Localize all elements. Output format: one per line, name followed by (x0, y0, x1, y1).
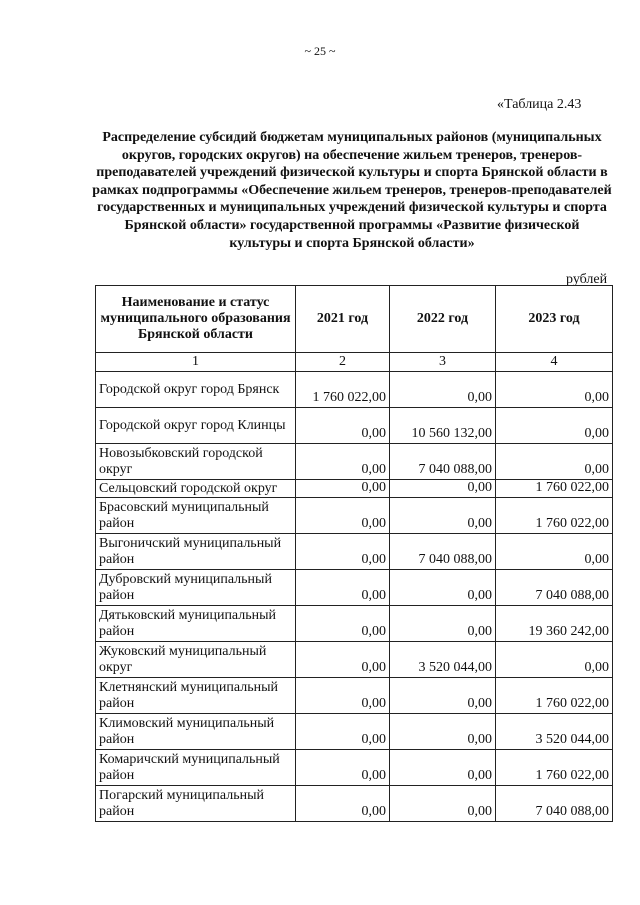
value-2021: 1 760 022,00 (296, 372, 390, 408)
table-row (96, 606, 613, 642)
value-2023: 7 040 088,00 (496, 570, 613, 606)
table-row (96, 570, 613, 606)
table-row (96, 678, 613, 714)
header-row (96, 286, 613, 353)
value-2022: 3 520 044,00 (390, 642, 496, 678)
table-row (96, 444, 613, 480)
value-2021: 0,00 (296, 678, 390, 714)
table-row (96, 498, 613, 534)
header-municipality: Наименование и статус муниципального образования Брянской области (96, 286, 296, 353)
column-index: 2 (296, 353, 390, 372)
value-2021: 0,00 (296, 786, 390, 822)
value-2023: 19 360 242,00 (496, 606, 613, 642)
value-2021: 0,00 (296, 750, 390, 786)
municipality-name: Жуковский муниципальный округ (96, 642, 296, 678)
table-row (96, 408, 613, 444)
header-2023: 2023 год (496, 286, 613, 353)
header-2021: 2021 год (296, 286, 390, 353)
value-2022: 0,00 (390, 606, 496, 642)
value-2021: 0,00 (296, 498, 390, 534)
value-2021: 0,00 (296, 642, 390, 678)
value-2023: 0,00 (496, 372, 613, 408)
value-2022: 0,00 (390, 750, 496, 786)
value-2022: 0,00 (390, 498, 496, 534)
value-2021: 0,00 (296, 408, 390, 444)
municipality-name: Дубровский муниципальный район (96, 570, 296, 606)
value-2023: 1 760 022,00 (496, 480, 613, 498)
table-row (96, 750, 613, 786)
column-index: 1 (96, 353, 296, 372)
document-title: Распределение субсидий бюджетам муниципальных районов (муниципальных округов, городских округов) на обеспечение жильем тренеров, тренеров-преподавателей учреждений физической культуры и спорта Брянской области в рамках подпрограммы «Обеспечение жильем тренеров, тренеров-преподавателей государственных и муниципальных учреждений физической культуры и спорта Брянской области» государственной программы «Развитие физической культуры и спорта Брянской области» (92, 130, 612, 251)
municipality-name: Выгоничский муниципальный район (96, 534, 296, 570)
value-2021: 0,00 (296, 570, 390, 606)
table-row (96, 786, 613, 822)
table-row (96, 534, 613, 570)
subsidy-table (95, 285, 613, 822)
value-2021: 0,00 (296, 444, 390, 480)
value-2021: 0,00 (296, 606, 390, 642)
value-2022: 7 040 088,00 (390, 534, 496, 570)
table-caption: «Таблица 2.43 (497, 97, 582, 112)
municipality-name: Комаричский муниципальный район (96, 750, 296, 786)
municipality-name: Клетнянский муниципальный район (96, 678, 296, 714)
value-2023: 3 520 044,00 (496, 714, 613, 750)
municipality-name: Сельцовский городской округ (96, 480, 296, 498)
value-2021: 0,00 (296, 534, 390, 570)
municipality-name: Новозыбковский городской округ (96, 444, 296, 480)
value-2022: 0,00 (390, 678, 496, 714)
value-2022: 10 560 132,00 (390, 408, 496, 444)
value-2023: 0,00 (496, 408, 613, 444)
value-2022: 0,00 (390, 480, 496, 498)
column-index: 3 (390, 353, 496, 372)
municipality-name: Городской округ город Брянск (96, 372, 296, 408)
municipality-name: Городской округ город Клинцы (96, 408, 296, 444)
table-row (96, 480, 613, 498)
value-2021: 0,00 (296, 480, 390, 498)
value-2023: 0,00 (496, 444, 613, 480)
value-2023: 1 760 022,00 (496, 678, 613, 714)
value-2023: 7 040 088,00 (496, 786, 613, 822)
municipality-name: Брасовский муниципальный район (96, 498, 296, 534)
column-index-row (96, 353, 613, 372)
value-2022: 0,00 (390, 714, 496, 750)
value-2023: 0,00 (496, 534, 613, 570)
page-number: ~ 25 ~ (304, 44, 336, 58)
table-row (96, 714, 613, 750)
value-2023: 1 760 022,00 (496, 498, 613, 534)
value-2023: 0,00 (496, 642, 613, 678)
municipality-name: Дятьковский муниципальный район (96, 606, 296, 642)
municipality-name: Климовский муниципальный район (96, 714, 296, 750)
value-2022: 7 040 088,00 (390, 444, 496, 480)
value-2023: 1 760 022,00 (496, 750, 613, 786)
value-2022: 0,00 (390, 570, 496, 606)
municipality-name: Погарский муниципальный район (96, 786, 296, 822)
table-row (96, 372, 613, 408)
units-label: рублей (566, 272, 608, 287)
column-index: 4 (496, 353, 613, 372)
value-2022: 0,00 (390, 786, 496, 822)
header-2022: 2022 год (390, 286, 496, 353)
value-2021: 0,00 (296, 714, 390, 750)
table-row (96, 642, 613, 678)
value-2022: 0,00 (390, 372, 496, 408)
